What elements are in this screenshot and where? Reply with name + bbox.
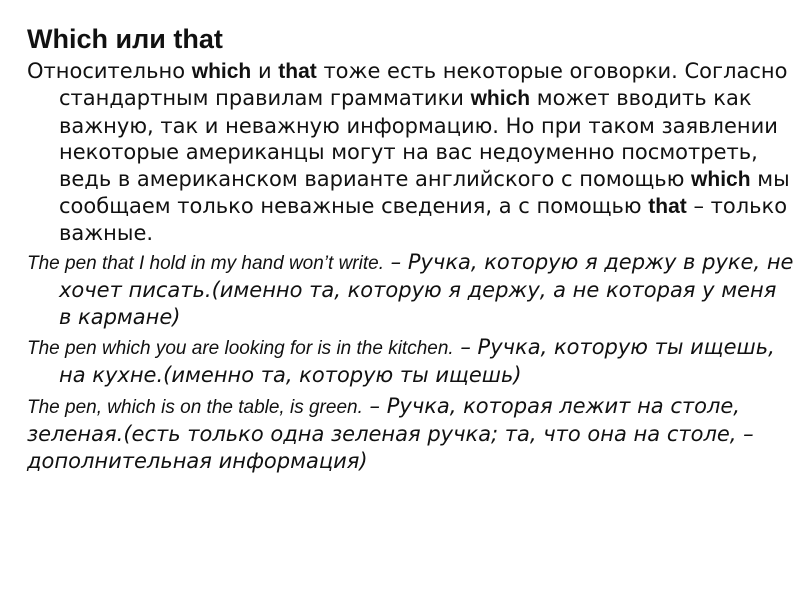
keyword-which: which xyxy=(191,60,252,83)
keyword-that: that xyxy=(278,60,317,83)
slide-content xyxy=(27,22,795,478)
text-run: мы сообщаем только неважные сведения, а с помощью xyxy=(59,166,790,219)
explanation-paragraph xyxy=(27,58,795,247)
example-russian: – Ручка, которую я держу в руке, не хочет писать.(именно та, которую я держу, а не которая у меня в кармане) xyxy=(59,249,794,329)
example-english: The pen which you are looking for is in the kitchen. xyxy=(27,338,454,360)
text-run: Относительно xyxy=(27,59,192,83)
slide-title: Which или that xyxy=(27,24,223,54)
example-english: The pen, which is on the table, is green. xyxy=(27,396,363,418)
keyword-that: that xyxy=(648,195,687,219)
example-russian: – Ручка, которую ты ищешь, на кухне.(именно та, которую ты ищешь) xyxy=(59,335,775,388)
example-english: The pen that I hold in my hand won’t write. xyxy=(27,252,384,274)
text-run: тоже есть некоторые оговорки. Согласно стандартным правилам грамматики xyxy=(59,59,788,111)
text-run: может вводить как важную, так и неважную информацию. Но при таком заявлении некоторые американцы могут на вас недоуменно посмотреть, ведь в американском варианте английского с помощью xyxy=(59,86,778,191)
example-russian: – Ручка, которая лежит на столе, зеленая.(есть только одна зеленая ручка; та, что она на столе, – дополнительная информация) xyxy=(27,393,754,473)
keyword-which: which xyxy=(691,167,751,191)
example-1 xyxy=(27,249,795,330)
keyword-which: which xyxy=(470,87,531,111)
text-run: и xyxy=(251,59,279,83)
example-3 xyxy=(27,393,795,474)
text-run: – только важные. xyxy=(59,194,788,246)
example-2 xyxy=(27,334,795,389)
